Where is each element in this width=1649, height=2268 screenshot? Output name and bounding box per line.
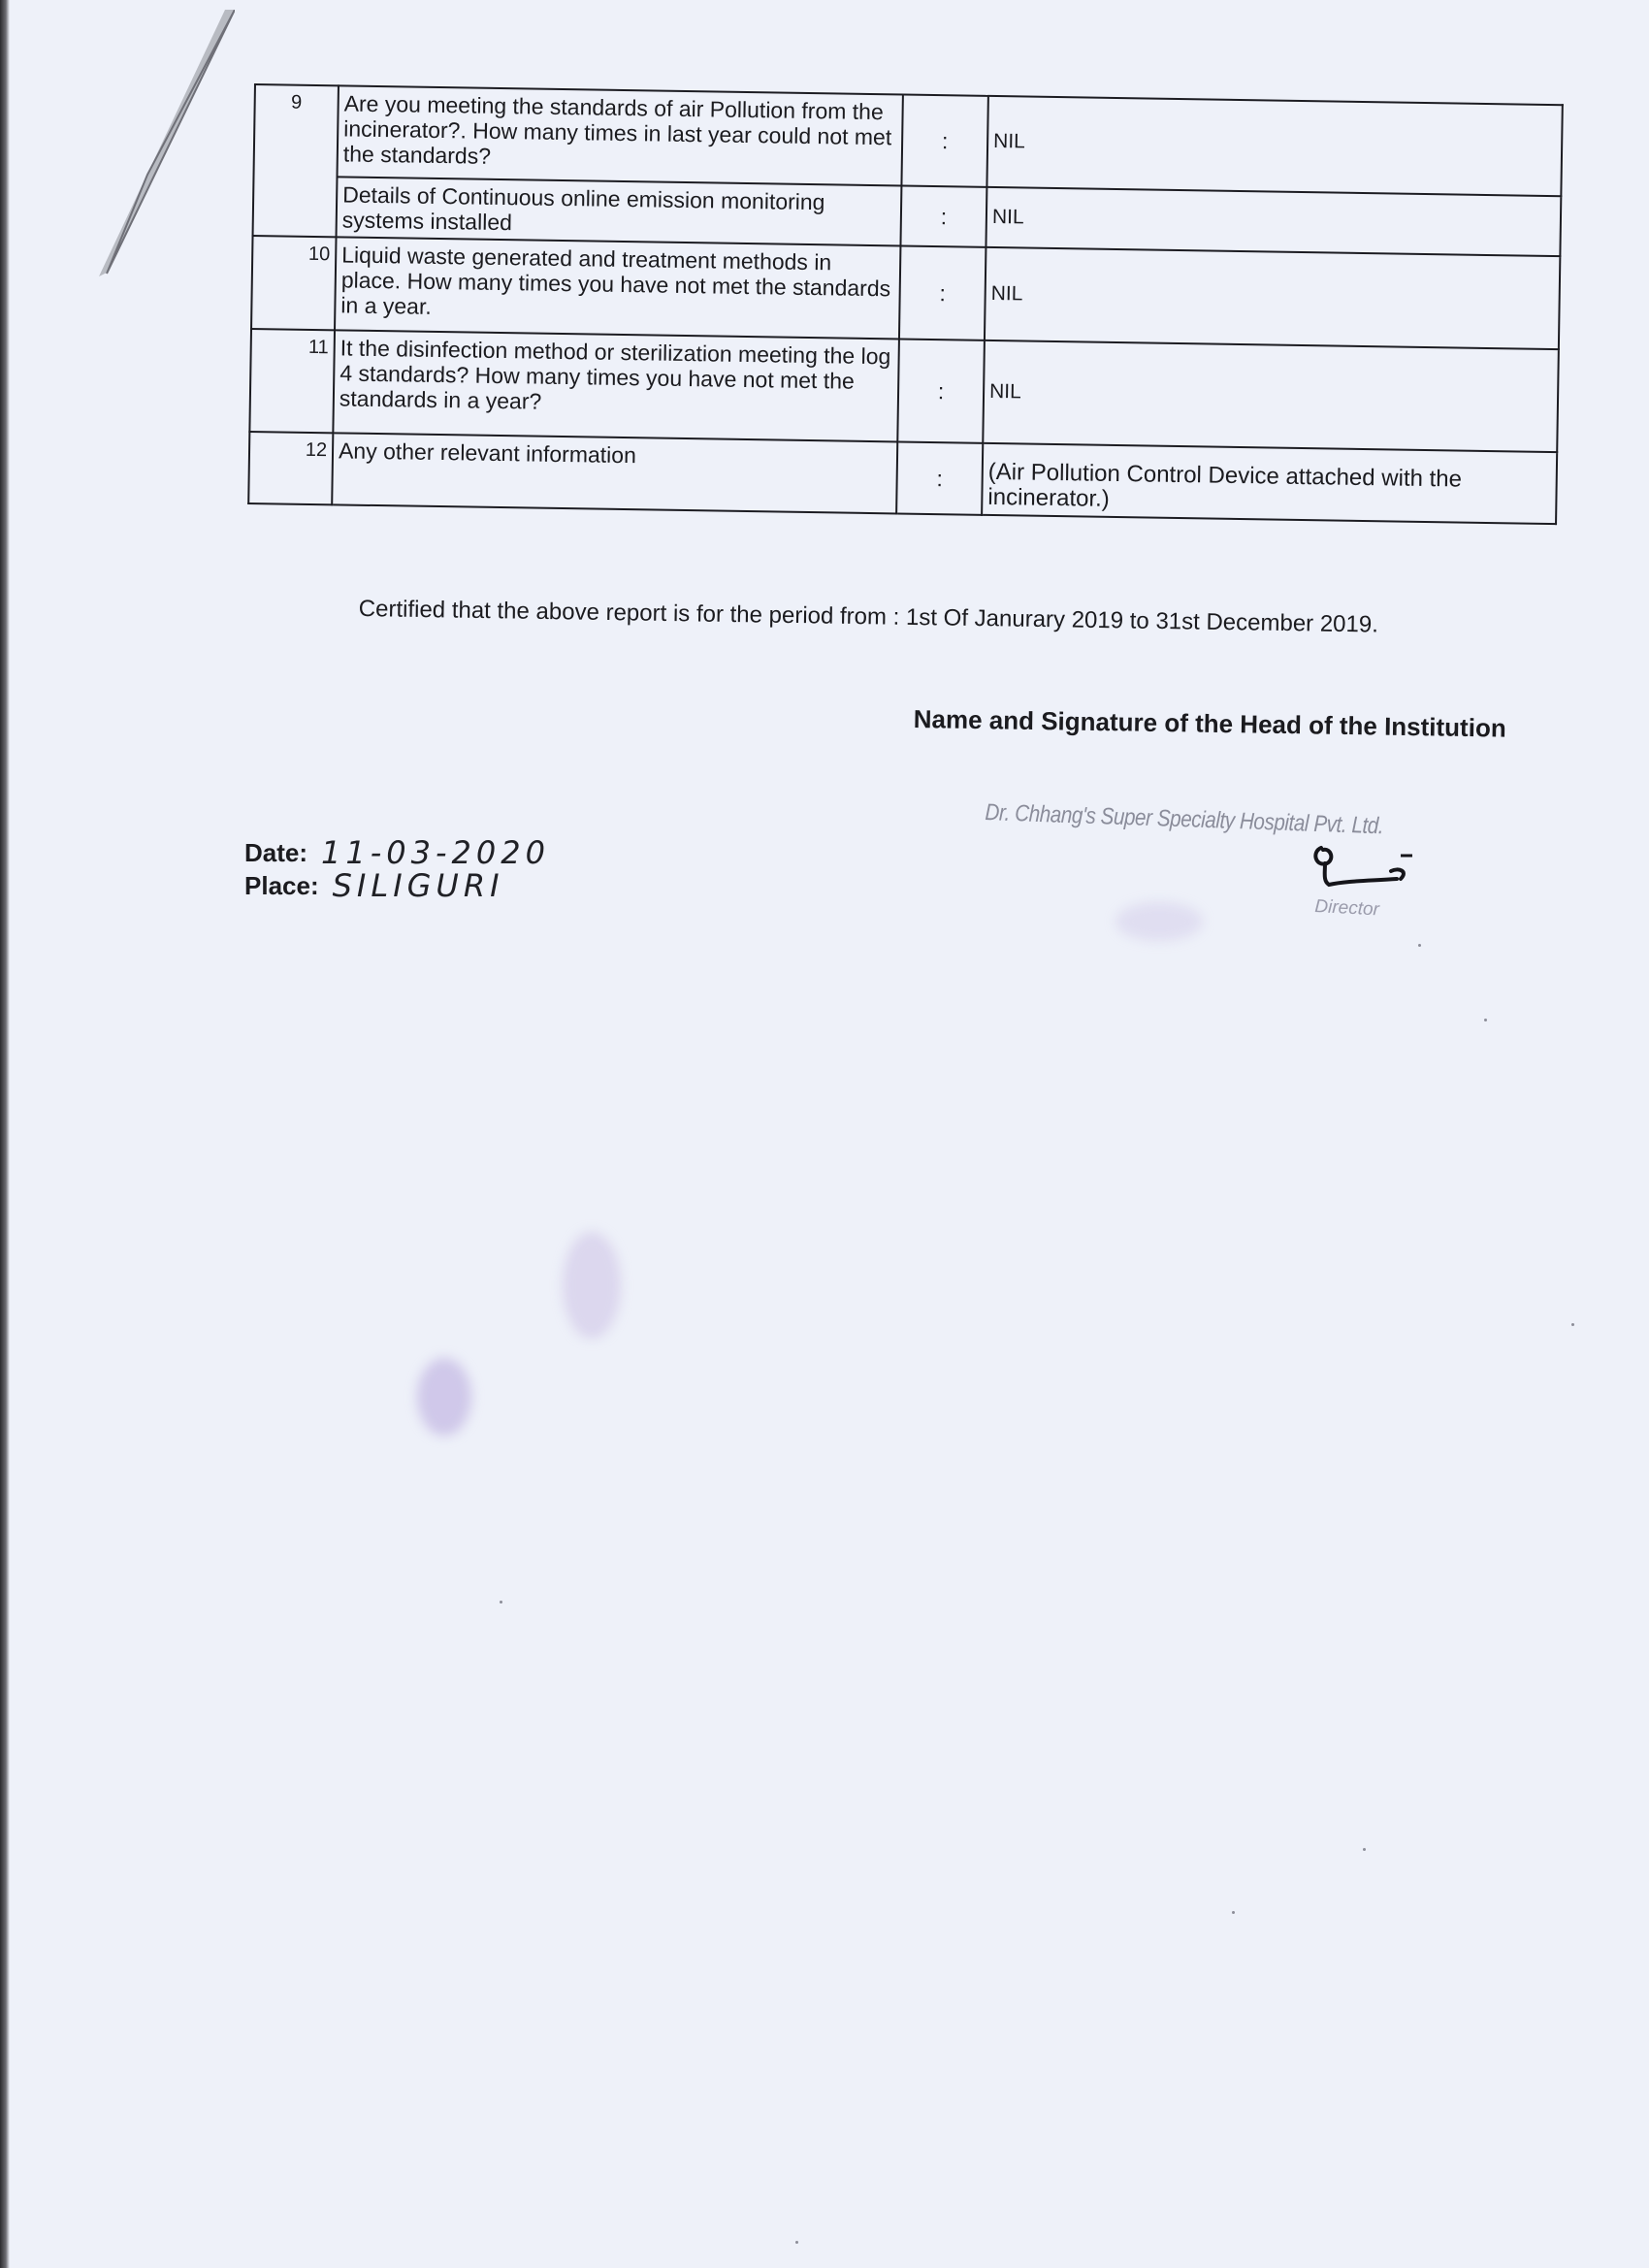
row-separator: : xyxy=(899,245,986,340)
scan-dust xyxy=(1363,1848,1366,1851)
row-question: Any other relevant information xyxy=(332,433,897,513)
ink-smudge xyxy=(563,1232,621,1339)
scan-dust xyxy=(1571,1323,1574,1326)
compliance-table xyxy=(247,83,1564,525)
handwritten-signature xyxy=(1308,842,1416,900)
scan-dust xyxy=(500,1601,502,1604)
row-question: Liquid waste generated and treatment methods in place. How many times you have not met the standards in a year. xyxy=(335,237,900,339)
stamp-company-name: Dr. Chhang's Super Specialty Hospital Pvt. Ltd. xyxy=(985,799,1384,840)
row-number: 10 xyxy=(251,236,336,330)
date-label: Date: xyxy=(244,838,308,867)
place-value: SILIGURI xyxy=(332,867,504,904)
row-question: Are you meeting the standards of air Pollution from the incinerator?. How many times in last year could not met the standards? xyxy=(337,85,902,185)
ink-smudge xyxy=(417,1358,471,1436)
signature-heading: Name and Signature of the Head of the Institution xyxy=(913,704,1506,743)
row-separator: : xyxy=(901,95,987,187)
row-number: 9 xyxy=(253,84,339,237)
row-answer: NIL xyxy=(983,340,1559,452)
row-answer: NIL xyxy=(986,96,1562,196)
row-separator: : xyxy=(897,339,985,442)
table-row xyxy=(249,329,1558,452)
row-separator: : xyxy=(900,185,986,246)
place-label: Place: xyxy=(244,871,319,900)
row-answer: NIL xyxy=(985,247,1560,349)
place-row xyxy=(244,865,504,902)
scan-dust xyxy=(1484,1019,1487,1021)
scan-dust xyxy=(1232,1911,1235,1914)
folded-corner-mark xyxy=(89,10,235,281)
date-row xyxy=(244,832,550,869)
certification-text: Certified that the above report is for the period from : 1st Of Janurary 2019 to 31st December 2019. xyxy=(358,596,1379,638)
scan-dust xyxy=(1418,944,1421,947)
row-separator: : xyxy=(896,441,983,514)
scan-dust xyxy=(795,2241,798,2244)
row-number: 12 xyxy=(248,432,333,504)
date-value: 11-03-2020 xyxy=(321,834,550,871)
row-answer: (Air Pollution Control Device attached with the incinerator.) xyxy=(982,443,1557,524)
row-answer: NIL xyxy=(986,187,1561,256)
row-question: Details of Continuous online emission monitoring systems installed xyxy=(337,177,902,245)
stamp-designation: Director xyxy=(1313,896,1380,921)
row-number: 11 xyxy=(249,329,335,433)
row-question: It the disinfection method or sterilization meeting the log 4 standards? How many times you have not met the standards in a year? xyxy=(333,330,899,441)
ink-smudge xyxy=(1116,902,1203,941)
scan-page-edge xyxy=(0,0,10,2268)
